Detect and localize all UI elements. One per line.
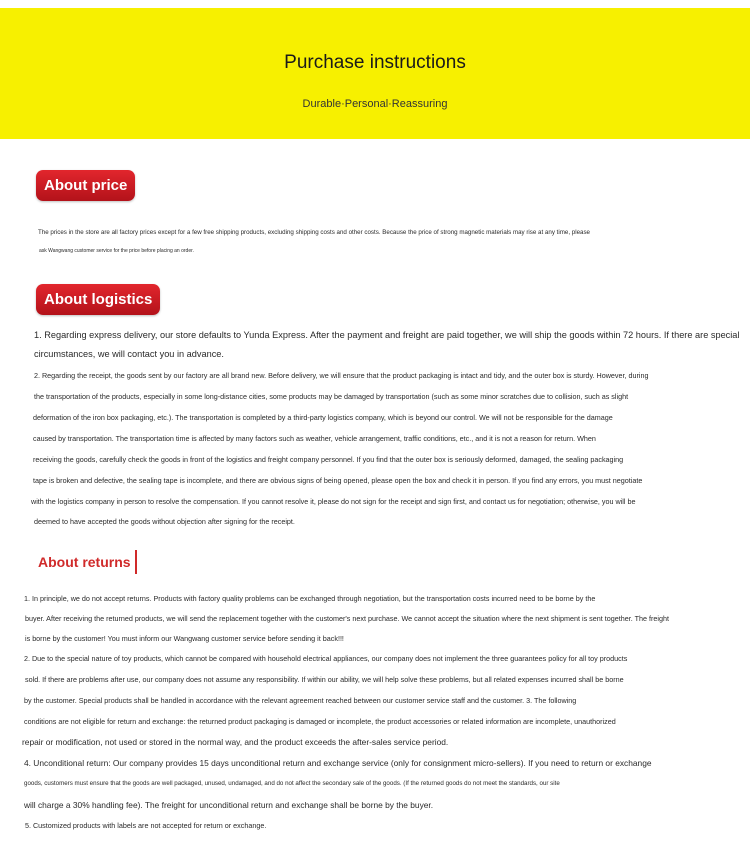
page-title: Purchase instructions (284, 52, 466, 73)
logistics-line-8: tape is broken and defective, the sealing tape is incomplete, and there are obvious signs of being opened, please open the box and check it in person. If you find any errors, you must negotiate (33, 476, 643, 485)
logistics-line-6: caused by transportation. The transportation time is affected by many factors such as weather, vehicle arrangement, traffic conditions, etc., and it is not a reason for return. When (33, 434, 596, 443)
returns-line-8: repair or modification, not used or stored in the normal way, and the product exceeds the after-sales service period. (22, 737, 449, 747)
returns-line-9: 4. Unconditional return: Our company provides 15 days unconditional return and exchange service (only for consignment micro-sellers). If you need to return or exchange (24, 758, 652, 768)
returns-line-4: 2. Due to the special nature of toy products, which cannot be compared with household electrical appliances, our company does not implement the three guarantees policy for all toy products (24, 654, 628, 663)
returns-line-1: 1. In principle, we do not accept returns. Products with factory quality problems can be exchanged through negotiation, but the transportation costs incurred need to be borne by the (24, 594, 596, 603)
logistics-line-2: circumstances, we will contact you in advance. (34, 349, 224, 359)
logistics-line-9: with the logistics company in person to resolve the compensation. If you cannot resolve it, please do not sign for the receipt and sign first, and contact us for negotiation; otherwise, you will be (31, 497, 636, 506)
about-price-tag: About price (36, 170, 135, 201)
returns-line-2: buyer. After receiving the returned products, we will send the replacement together with the customer's next purchase. We cannot accept the situation where the next shipment is sent together. The freight (25, 614, 669, 623)
returns-line-10: goods, customers must ensure that the goods are well packaged, unused, undamaged, and do not affect the secondary sale of the goods. (If the returned goods do not meet the standards, our site (24, 780, 560, 787)
logistics-line-3: 2. Regarding the receipt, the goods sent by our factory are all brand new. Before delivery, we will ensure that the product packaging is intact and tidy, and the outer box is sturdy. However, during (34, 371, 649, 380)
about-returns-tag: About returns (34, 550, 137, 574)
returns-line-3: is borne by the customer! You must inform our Wangwang customer service before sending it back!!! (25, 634, 344, 643)
logistics-line-10: deemed to have accepted the goods without objection after signing for the receipt. (34, 517, 295, 526)
returns-line-6: by the customer. Special products shall be handled in accordance with the relevant agreement reached between our customer service staff and the customer. 3. The following (24, 696, 577, 705)
page-subtitle: Durable·Personal·Reassuring (302, 98, 448, 110)
top-strip (0, 0, 750, 8)
price-line-2: ask Wangwang customer service for the price before placing an order. (39, 248, 194, 254)
logistics-line-1: 1. Regarding express delivery, our store defaults to Yunda Express. After the payment and freight are paid together, we will ship the goods within 72 hours. If there are special (34, 330, 740, 340)
returns-line-7: conditions are not eligible for return and exchange: the returned product packaging is damaged or incomplete, the product accessories or related information are incomplete, unauthorized (24, 717, 616, 726)
returns-line-12: 5. Customized products with labels are not accepted for return or exchange. (25, 821, 267, 830)
about-logistics-tag: About logistics (36, 284, 160, 315)
logistics-line-7: receiving the goods, carefully check the goods in front of the logistics and freight company personnel. If you find that the outer box is seriously deformed, damaged, the sealing packaging (33, 455, 624, 464)
logistics-line-4: the transportation of the products, especially in some long-distance cities, some products may be damaged by transportation (such as some minor scratches due to collision, such as slight (34, 392, 629, 401)
logistics-line-5: deformation of the iron box packaging, etc.). The transportation is completed by a third-party logistics company, which is beyond our control. We will not be responsible for the damage (33, 413, 613, 422)
returns-line-5: sold. If there are problems after use, our company does not assume any responsibility. If within our ability, we will help solve these problems, but all related expenses incurred shall be borne (25, 675, 624, 684)
header-banner (0, 8, 750, 139)
price-line-1: The prices in the store are all factory prices except for a few free shipping products, excluding shipping costs and other costs. Because the price of strong magnetic materials may rise at any time, please (38, 229, 590, 236)
returns-line-11: will charge a 30% handling fee). The freight for unconditional return and exchange shall be borne by the buyer. (24, 800, 434, 810)
